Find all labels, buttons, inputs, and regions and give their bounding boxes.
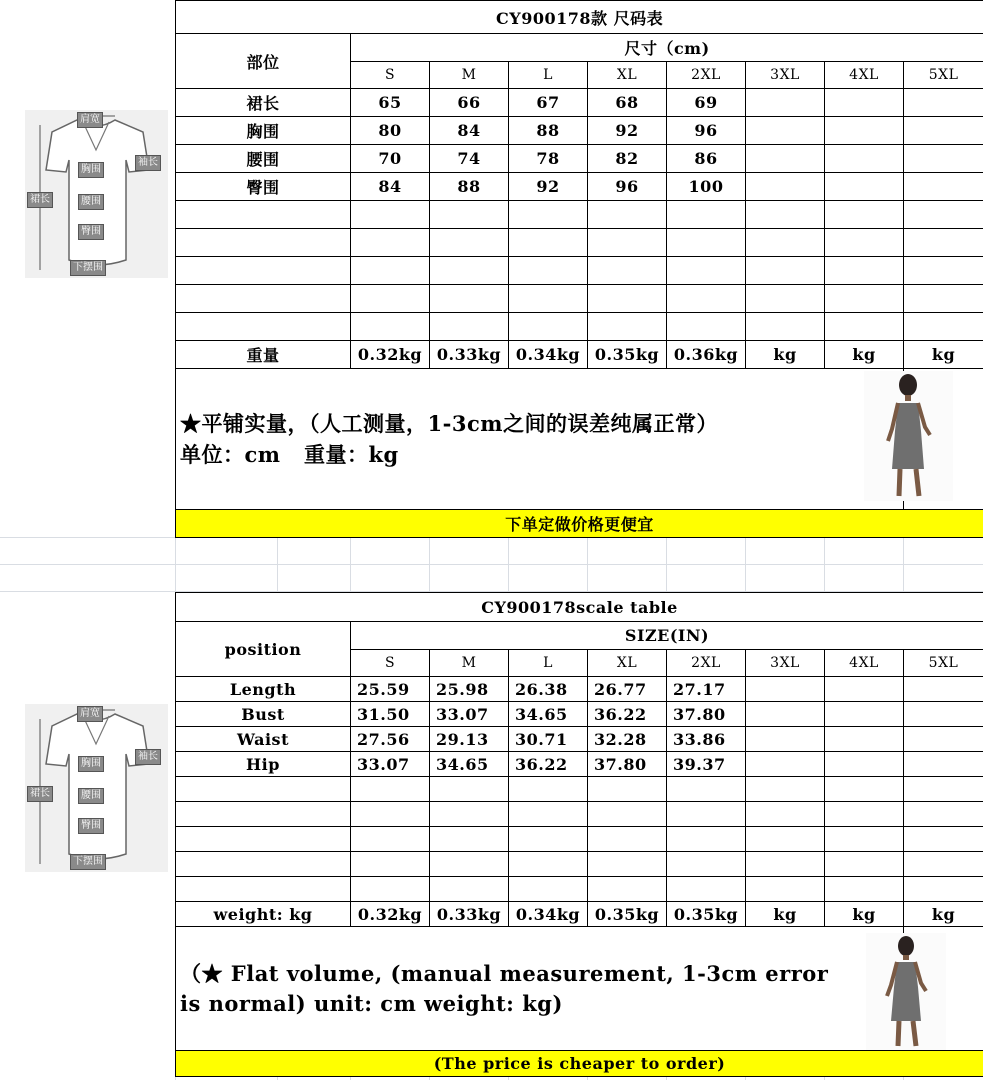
- table-title: CY900178款 尺码表: [176, 1, 983, 34]
- cell: 36.22: [509, 752, 588, 777]
- empty-row: [176, 852, 983, 877]
- row-label: 臀围: [176, 173, 351, 201]
- cell: 69: [667, 89, 746, 117]
- weight-cell: 0.35kg: [588, 902, 667, 927]
- size-col-header: 3XL: [746, 62, 825, 89]
- cell: 65: [351, 89, 430, 117]
- cell: 39.37: [667, 752, 746, 777]
- table-row: [176, 727, 983, 752]
- cell: [746, 89, 825, 117]
- row-label: Waist: [176, 727, 351, 752]
- position-header: 部位: [176, 34, 351, 89]
- cell: 33.07: [351, 752, 430, 777]
- cell: [825, 173, 904, 201]
- length-label: 裙长: [27, 786, 53, 802]
- size-col-header: 5XL: [904, 62, 983, 89]
- cell: 33.86: [667, 727, 746, 752]
- weight-cell: 0.32kg: [351, 341, 430, 369]
- cell: 70: [351, 145, 430, 173]
- weight-row: [176, 341, 983, 369]
- cell: [746, 727, 825, 752]
- row-label: 裙长: [176, 89, 351, 117]
- size-col-header: XL: [588, 62, 667, 89]
- empty-row: [176, 313, 983, 341]
- weight-cell: 0.36kg: [667, 341, 746, 369]
- table-title: CY900178scale table: [176, 593, 983, 622]
- table-row: [176, 117, 983, 145]
- size-col-header: 3XL: [746, 650, 825, 677]
- weight-label: weight: kg: [176, 902, 351, 927]
- table-row: [176, 752, 983, 777]
- weight-cell: 0.34kg: [509, 902, 588, 927]
- size-col-header: M: [430, 650, 509, 677]
- table-row: [176, 173, 983, 201]
- table-row: [176, 702, 983, 727]
- price-footer: 下单定做价格更便宜: [176, 510, 983, 538]
- cell: 68: [588, 89, 667, 117]
- cell: 86: [667, 145, 746, 173]
- note-line-1: ★平铺实量，（人工测量，1-3cm之间的误差纯属正常）: [180, 411, 718, 436]
- cell: 37.80: [588, 752, 667, 777]
- empty-row: [176, 877, 983, 902]
- size-header: SIZE(IN): [351, 622, 983, 650]
- cell: 88: [509, 117, 588, 145]
- weight-cell: kg: [746, 902, 825, 927]
- table-row: [176, 677, 983, 702]
- product-photo: [864, 371, 953, 501]
- cell: 96: [588, 173, 667, 201]
- cell: [746, 752, 825, 777]
- cell: 92: [509, 173, 588, 201]
- cell: [825, 89, 904, 117]
- cell: 25.59: [351, 677, 430, 702]
- size-table-cn: [175, 0, 983, 538]
- cell: 96: [667, 117, 746, 145]
- empty-row: [176, 802, 983, 827]
- cell: 34.65: [509, 702, 588, 727]
- weight-row: [176, 902, 983, 927]
- cell: 84: [351, 173, 430, 201]
- hip-label: 臀围: [78, 818, 104, 834]
- weight-cell: 0.34kg: [509, 341, 588, 369]
- size-col-header: L: [509, 650, 588, 677]
- weight-cell: kg: [825, 341, 904, 369]
- cell: [746, 117, 825, 145]
- cell: [825, 702, 904, 727]
- size-col-header: S: [351, 62, 430, 89]
- cell: 88: [430, 173, 509, 201]
- hem-label: 下摆围: [70, 854, 106, 870]
- weight-cell: kg: [904, 341, 983, 369]
- cell: [825, 727, 904, 752]
- cell: 80: [351, 117, 430, 145]
- cell: 26.38: [509, 677, 588, 702]
- weight-cell: 0.33kg: [430, 341, 509, 369]
- cell: 27.17: [667, 677, 746, 702]
- empty-row: [176, 285, 983, 313]
- cell: [904, 677, 983, 702]
- cell: [825, 677, 904, 702]
- row-label: 腰围: [176, 145, 351, 173]
- cell: [904, 89, 983, 117]
- cell: 67: [509, 89, 588, 117]
- cell: [904, 702, 983, 727]
- cell: 26.77: [588, 677, 667, 702]
- empty-row: [176, 201, 983, 229]
- sleeve-label: 袖长: [135, 155, 161, 171]
- hip-label: 臀围: [78, 224, 104, 240]
- cell: 100: [667, 173, 746, 201]
- cell: [904, 727, 983, 752]
- row-label: Bust: [176, 702, 351, 727]
- weight-cell: 0.35kg: [588, 341, 667, 369]
- cell: 25.98: [430, 677, 509, 702]
- table-row: [176, 89, 983, 117]
- size-col-header: 2XL: [667, 650, 746, 677]
- cell: [904, 173, 983, 201]
- weight-cell: kg: [904, 902, 983, 927]
- sleeve-label: 袖长: [135, 749, 161, 765]
- size-col-header: M: [430, 62, 509, 89]
- weight-cell: kg: [746, 341, 825, 369]
- size-col-header: L: [509, 62, 588, 89]
- waist-label: 腰围: [78, 194, 104, 210]
- weight-cell: 0.33kg: [430, 902, 509, 927]
- cell: 37.80: [667, 702, 746, 727]
- size-col-header: 4XL: [825, 650, 904, 677]
- weight-label: 重量: [176, 341, 351, 369]
- empty-row: [176, 777, 983, 802]
- weight-cell: 0.35kg: [667, 902, 746, 927]
- cell: [746, 702, 825, 727]
- size-table-en: [175, 592, 983, 1077]
- price-footer: (The price is cheaper to order): [176, 1051, 983, 1077]
- cell: 92: [588, 117, 667, 145]
- row-label: Length: [176, 677, 351, 702]
- chest-label: 胸围: [78, 162, 104, 178]
- size-diagram-en: [25, 704, 168, 872]
- cell: 82: [588, 145, 667, 173]
- cell: [904, 752, 983, 777]
- cell: 84: [430, 117, 509, 145]
- size-col-header: XL: [588, 650, 667, 677]
- size-diagram-cn: [25, 110, 168, 278]
- measurement-note: （★ Flat volume, (manual measurement, 1-3cm error is normal) unit: cm weight: kg): [176, 927, 904, 1051]
- cell: 33.07: [430, 702, 509, 727]
- measurement-note: [176, 369, 904, 510]
- waist-label: 腰围: [78, 788, 104, 804]
- empty-row: [176, 229, 983, 257]
- cell: 32.28: [588, 727, 667, 752]
- shoulder-label: 肩宽: [77, 112, 103, 128]
- row-label: Hip: [176, 752, 351, 777]
- cell: [904, 145, 983, 173]
- note-line-2: 单位：cm 重量：kg: [180, 442, 399, 467]
- size-col-header: 5XL: [904, 650, 983, 677]
- size-col-header: S: [351, 650, 430, 677]
- cell: [825, 117, 904, 145]
- hem-label: 下摆围: [70, 260, 106, 276]
- shoulder-label: 肩宽: [77, 706, 103, 722]
- cell: 31.50: [351, 702, 430, 727]
- cell: 66: [430, 89, 509, 117]
- cell: 30.71: [509, 727, 588, 752]
- empty-row: [176, 827, 983, 852]
- cell: 74: [430, 145, 509, 173]
- cell: [825, 752, 904, 777]
- chest-label: 胸围: [78, 756, 104, 772]
- cell: [746, 173, 825, 201]
- cell: 34.65: [430, 752, 509, 777]
- table-row: [176, 145, 983, 173]
- empty-row: [176, 257, 983, 285]
- size-col-header: 2XL: [667, 62, 746, 89]
- row-label: 胸围: [176, 117, 351, 145]
- weight-cell: 0.32kg: [351, 902, 430, 927]
- position-header: position: [176, 622, 351, 677]
- cell: 36.22: [588, 702, 667, 727]
- length-label: 裙长: [27, 192, 53, 208]
- cell: [904, 117, 983, 145]
- cell: [825, 145, 904, 173]
- product-photo: [866, 933, 946, 1050]
- cell: [746, 677, 825, 702]
- size-col-header: 4XL: [825, 62, 904, 89]
- cell: 29.13: [430, 727, 509, 752]
- cell: 78: [509, 145, 588, 173]
- cell: [746, 145, 825, 173]
- size-header: 尺寸（cm): [351, 34, 983, 62]
- weight-cell: kg: [825, 902, 904, 927]
- cell: 27.56: [351, 727, 430, 752]
